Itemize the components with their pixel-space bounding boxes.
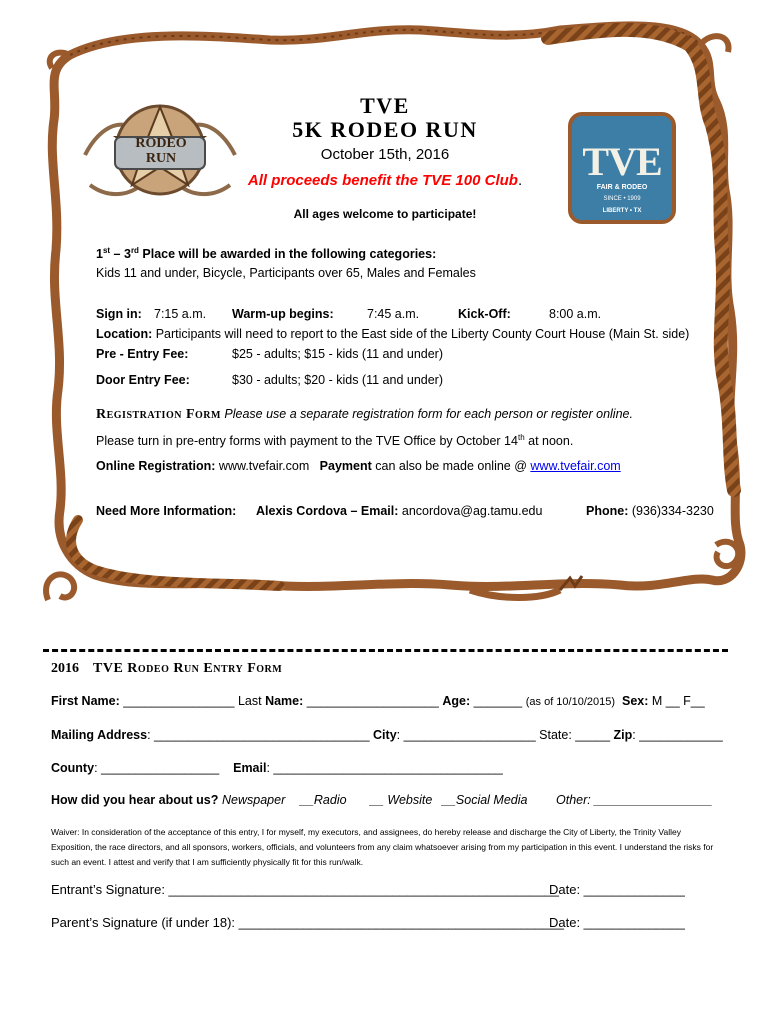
awards-heading-1: 1 [96, 247, 103, 261]
door-label: Door Entry Fee: [96, 373, 190, 387]
registration-form-note: Please use a separate registration form for each person or register online. [220, 407, 633, 421]
tve-logo-subtitle: FAIR & RODEO [596, 184, 648, 191]
preentry-label: Pre - Entry Fee: [96, 347, 189, 361]
warmup-label: Warm-up begins: [232, 307, 334, 321]
tve-logo-text: TVE [582, 139, 662, 184]
zip-field[interactable]: : ____________ [632, 728, 723, 742]
option-website[interactable]: __ Website [370, 793, 433, 807]
signin-time: 7:15 a.m. [154, 307, 207, 321]
awards-heading-3: – 3 [110, 247, 131, 261]
awards-heading-rd: rd [130, 245, 139, 255]
warmup-time: 7:45 a.m. [367, 307, 420, 321]
tve-logo-since: SINCE • 1909 [603, 196, 641, 202]
awards-heading-st: st [102, 245, 111, 255]
first-name-label: First Name: [51, 694, 120, 708]
online-registration-url: www.tvefair.com [215, 459, 310, 473]
awards-heading-text: Place will be awarded in the following categories: [138, 247, 437, 261]
address-row [51, 727, 723, 743]
event-date: October 15th, 2016 [320, 146, 450, 163]
name-row [51, 693, 705, 710]
payment-label: Payment [319, 459, 372, 473]
city-field[interactable]: : ___________________ [396, 728, 540, 742]
hear-about-label: How did you hear about us? [51, 793, 219, 807]
parent-signature-field[interactable]: Parent’s Signature (if under 18): _____________________________________________ [51, 915, 564, 930]
state-field[interactable]: State: _____ [539, 728, 614, 742]
proceeds-note [210, 172, 560, 189]
city-label: City [373, 728, 397, 742]
registration-form-line [96, 406, 633, 423]
option-social-media[interactable]: __Social Media [442, 793, 528, 807]
preentry-fee: $25 - adults; $15 - kids (11 and under) [232, 347, 444, 361]
rodeo-run-logo-text-1: RODEO [135, 136, 187, 151]
option-newspaper[interactable]: Newspaper [222, 793, 286, 807]
sex-field[interactable]: M __ F__ [648, 694, 705, 708]
age-label: Age: [442, 694, 471, 708]
phone-line [586, 503, 714, 519]
tve-fair-rodeo-logo [568, 112, 676, 224]
county-label: County [51, 761, 95, 775]
email-field[interactable]: : _________________________________ [266, 761, 503, 775]
entrant-signature-field[interactable]: Entrant’s Signature: ______________________________________________________ [51, 882, 559, 897]
last-name-field[interactable]: ___________________ [303, 694, 443, 708]
payment-text: can also be made online @ [371, 459, 531, 473]
turn-in-sup: th [517, 432, 525, 442]
awards-heading [96, 246, 436, 262]
turn-in-line [96, 433, 573, 449]
award-categories: Kids 11 and under, Bicycle, Participants over 65, Males and Females [96, 266, 476, 280]
turn-in-text: Please turn in pre-entry forms with payment to the TVE Office by October 14 [96, 434, 518, 448]
payment-link[interactable]: www.tvefair.com [530, 459, 621, 473]
first-name-field[interactable]: ________________ [119, 694, 238, 708]
location-label: Location: [96, 327, 153, 341]
proceeds-period: . [517, 172, 523, 189]
contact-email: ancordova@ag.tamu.edu [398, 504, 543, 518]
parent-date-field[interactable]: Date: ______________ [549, 915, 685, 930]
last-name-label: Name: [265, 694, 304, 708]
online-registration-label: Online Registration: [96, 459, 216, 473]
rodeo-run-logo-text-2: RUN [145, 151, 177, 166]
last-label: Last [237, 694, 266, 708]
turn-in-post: at noon. [524, 434, 574, 448]
door-fee: $30 - adults; $20 - kids (11 and under) [232, 373, 444, 387]
contact-line [256, 503, 542, 519]
contact-name-email-label: Alexis Cordova – Email: [256, 504, 399, 518]
email-label: Email [233, 761, 267, 775]
mailing-address-field[interactable]: : _______________________________ [147, 728, 374, 742]
kickoff-label: Kick-Off: [458, 307, 511, 321]
county-field[interactable]: : _________________ [94, 761, 220, 775]
signin-label: Sign in: [96, 307, 142, 321]
option-radio[interactable]: __Radio [300, 793, 347, 807]
tve-logo-location: LIBERTY • TX [602, 208, 642, 214]
mailing-address-label: Mailing Address [51, 728, 148, 742]
entry-form-title: TVE Rodeo Run Entry Form [93, 661, 283, 676]
registration-form-label: Registration Form [96, 407, 221, 422]
cut-line-divider [43, 649, 728, 652]
need-info-label: Need More Information: [96, 504, 237, 518]
entrant-date-field[interactable]: Date: ______________ [549, 882, 685, 897]
location-text: Participants will need to report to the East side of the Liberty County Court House (Main St. side) [152, 327, 690, 341]
county-email-row [51, 760, 503, 776]
entry-form-heading [51, 661, 282, 677]
rodeo-run-logo [80, 85, 240, 215]
age-note: (as of 10/10/2015) [525, 696, 616, 708]
option-other[interactable]: Other: _________________ [556, 793, 713, 807]
waiver-text: Waiver: In consideration of the acceptance of this entry, I for myself, my executors, and assignees, do hereby release and discharge the City of Liberty, the Trinity Valley Exposition, the race directors, and all sponsors, workers, officials, and volunteers from any claim whatsoever arising from my participation in this event. I understand the risks for such an event. I attest and verify that I am sufficiently physically fit for this run/walk. [51, 827, 714, 867]
proceeds-text: All proceeds benefit the TVE 100 Club [247, 172, 518, 189]
phone-label: Phone: [586, 504, 629, 518]
title-line-1: TVE [360, 93, 410, 118]
kickoff-time: 8:00 a.m. [549, 307, 602, 321]
entry-form-year: 2016 [51, 661, 79, 676]
title-line-2: 5K RODEO RUN [292, 117, 478, 142]
online-registration-line [96, 458, 621, 474]
phone-number: (936)334-3230 [628, 504, 714, 518]
all-ages-note: All ages welcome to participate! [293, 207, 477, 221]
location-line [96, 326, 689, 342]
sex-label: Sex: [621, 694, 649, 708]
age-field[interactable]: _______ [470, 694, 526, 708]
zip-label: Zip [613, 728, 633, 742]
